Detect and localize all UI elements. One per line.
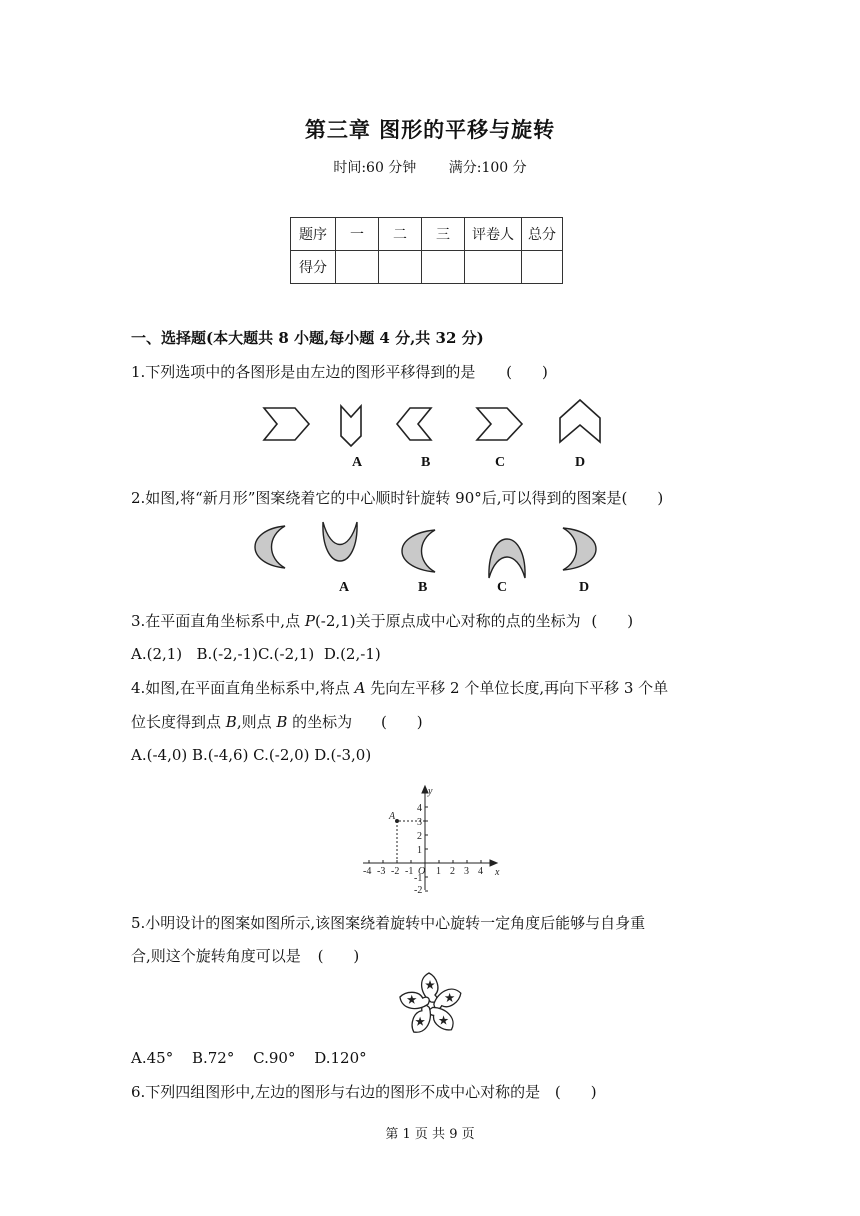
section-heading: 一、选择题(本大题共 8 小题,每小题 4 分,共 32 分) — [131, 329, 484, 347]
option-label: A — [339, 580, 350, 595]
answer-paren: ( ) — [380, 713, 423, 731]
score-table-header: 二 — [379, 218, 422, 251]
exam-info — [0, 157, 860, 177]
y-tick-label: 1 — [417, 845, 422, 856]
question-4-line-1 — [131, 677, 668, 699]
score-table-header: 评卷人 — [465, 218, 522, 251]
point-name: B — [225, 713, 237, 731]
flower-petal — [427, 1002, 457, 1035]
question-2-text: 2.如图,将“新月形”图案绕着它的中心顺时针旋转 90°后,可以得到的图案是 — [131, 489, 622, 507]
score-cell — [522, 251, 563, 284]
page-title: 第三章 图形的平移与旋转 — [304, 118, 556, 142]
origin-label: O — [418, 866, 426, 877]
point-a-label: A — [389, 811, 396, 822]
question-3-text: 3.在平面直角坐标系中,点 — [131, 612, 305, 630]
x-axis-label: x — [495, 867, 500, 878]
answer-paren: ( ) — [621, 489, 664, 507]
option-label: B — [418, 580, 428, 595]
answer-paren: ( ) — [317, 947, 360, 965]
score-table-header-row — [291, 218, 563, 251]
score-cell — [379, 251, 422, 284]
question-6-text: 6.下列四组图形中,左边的图形与右边的图形不成中心对称的是 — [131, 1083, 541, 1101]
question-4-text: 的坐标为 — [287, 713, 353, 731]
question-5-line-2 — [131, 945, 359, 967]
score-table — [290, 217, 563, 284]
answer-option: A.45° — [131, 1049, 174, 1067]
answer-paren: ( ) — [591, 612, 634, 630]
question-5-text: 合,则这个旋转角度可以是 — [131, 947, 301, 965]
chevron-option-d — [560, 400, 600, 442]
point-name: A — [354, 679, 366, 697]
y-tick-label: 2 — [417, 831, 422, 842]
option-label: D — [579, 580, 590, 595]
answer-option: C.90° — [253, 1049, 296, 1067]
option-label: B — [421, 455, 431, 470]
chevron-option-c — [477, 408, 522, 440]
crescent-option-b — [402, 530, 435, 572]
score-table-header: 题序 — [291, 218, 336, 251]
x-tick-label: -4 — [363, 866, 372, 877]
question-5-options — [131, 1047, 367, 1069]
question-4-text: 4.如图,在平面直角坐标系中,将点 — [131, 679, 355, 697]
question-4-text: 位长度得到点 — [131, 713, 226, 731]
y-axis-label: y — [428, 786, 433, 797]
coordinate-graph — [355, 782, 505, 894]
answer-paren: ( ) — [554, 1083, 597, 1101]
score-cell — [465, 251, 522, 284]
x-tick-label: 1 — [436, 866, 441, 877]
chevron-option-a — [341, 406, 361, 446]
question-1-text: 1.下列选项中的各图形是由左边的图形平移得到的是 — [131, 363, 476, 381]
crescent-option-c — [489, 539, 525, 578]
score-table-header: 三 — [422, 218, 465, 251]
question-1 — [131, 361, 548, 383]
bauhinia-flower-figure — [393, 970, 469, 1040]
full-score: 满分:100 分 — [448, 160, 527, 176]
option-label: C — [495, 455, 506, 470]
y-tick-label: -1 — [414, 873, 423, 884]
chevron-original — [264, 408, 309, 440]
score-cell — [422, 251, 465, 284]
crescent-original — [255, 526, 285, 568]
question-4-options: A.(-4,0) B.(-4,6) C.(-2,0) D.(-3,0) — [131, 746, 372, 764]
score-cell — [336, 251, 379, 284]
y-tick-label: 4 — [417, 803, 422, 814]
answer-paren: ( ) — [506, 363, 548, 381]
x-tick-label: -2 — [391, 866, 400, 877]
question-3 — [131, 610, 633, 632]
option-label: D — [575, 455, 586, 470]
question-4-text: 先向左平移 2 个单位长度,再向下平移 3 个单 — [365, 679, 669, 697]
x-tick-label: 3 — [464, 866, 469, 877]
score-row-label: 得分 — [291, 251, 336, 284]
point-name: B — [276, 713, 288, 731]
option-label: C — [497, 580, 508, 595]
score-table-row — [291, 251, 563, 284]
answer-option: D.120° — [314, 1049, 367, 1067]
q2-figures — [245, 518, 615, 580]
question-6 — [131, 1081, 597, 1103]
x-tick-label: -3 — [377, 866, 386, 877]
question-3-text: (-2,1)关于原点成中心对称的点的坐标为 — [314, 612, 581, 630]
crescent-option-d — [563, 528, 596, 570]
question-2 — [131, 487, 663, 509]
answer-option: B.72° — [191, 1049, 235, 1067]
option-label: A — [352, 455, 363, 470]
y-tick-label: 3 — [417, 817, 422, 828]
score-table-header: 一 — [336, 218, 379, 251]
q1-figures — [255, 398, 615, 448]
x-tick-label: -1 — [405, 866, 414, 877]
question-4-text: ,则点 — [236, 713, 277, 731]
page-footer: 第 1 页 共 9 页 — [385, 1127, 475, 1142]
y-tick-label: -2 — [414, 885, 423, 894]
question-3-options: A.(2,1) B.(-2,-1)C.(-2,1) D.(2,-1) — [131, 645, 381, 663]
question-4-line-2 — [131, 711, 423, 733]
point-name: P — [304, 612, 315, 630]
crescent-option-a — [323, 522, 357, 561]
question-5-line-1: 5.小明设计的图案如图所示,该图案绕着旋转中心旋转一定角度后能够与自身重 — [131, 914, 646, 932]
x-tick-label: 4 — [478, 866, 483, 877]
x-tick-label: 2 — [450, 866, 455, 877]
time-limit: 时间:60 分钟 — [333, 160, 417, 176]
score-table-header: 总分 — [522, 218, 563, 251]
point-a — [395, 819, 399, 823]
x-axis-arrow — [490, 860, 497, 866]
chevron-option-b — [397, 408, 431, 440]
